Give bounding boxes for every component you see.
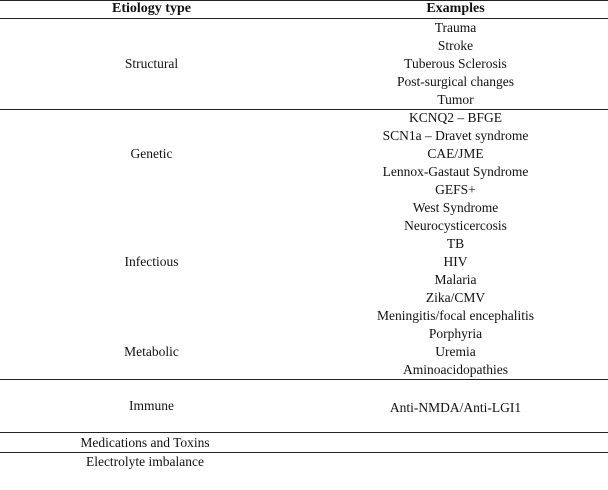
example-item: Trauma: [434, 20, 477, 35]
example-item: Lennox-Gastaut Syndrome: [382, 164, 529, 179]
examples-infectious: [303, 217, 608, 325]
etiology-metabolic: Metabolic: [124, 344, 179, 359]
examples-genetic: [303, 109, 608, 217]
example-item: KCNQ2 – BFGE: [408, 110, 502, 125]
example-item: SCN1a – Dravet syndrome: [382, 128, 529, 143]
examples-immune: [303, 399, 608, 417]
example-item: West Syndrome: [412, 200, 499, 215]
metabolic-rule: [0, 379, 608, 380]
example-item: Malaria: [434, 272, 477, 287]
etiology-infectious: Infectious: [124, 254, 179, 269]
example-item: Tuberous Sclerosis: [404, 56, 507, 71]
example-item: Neurocysticercosis: [404, 218, 507, 233]
example-item: CAE/JME: [427, 146, 484, 161]
example-item: Zika/CMV: [425, 290, 486, 305]
example-item: Anti-NMDA/Anti-LGI1: [389, 400, 522, 415]
etiology-structural: Structural: [124, 56, 179, 71]
example-item: GEFS+: [435, 182, 476, 197]
example-item: Stroke: [437, 38, 474, 53]
example-item: Tumor: [437, 92, 474, 107]
example-item: Uremia: [435, 344, 476, 359]
example-item: Post-surgical changes: [396, 74, 515, 89]
etiology-immune: Immune: [129, 398, 174, 413]
header-examples: Examples: [426, 1, 485, 16]
etiology-electrolyte-imbalance: Electrolyte imbalance: [85, 454, 205, 469]
examples-metabolic: [303, 325, 608, 379]
etiology-medications-toxins: Medications and Toxins: [80, 435, 210, 450]
immune-rule: [0, 432, 608, 433]
etiology-genetic: Genetic: [130, 146, 173, 161]
example-item: Aminoacidopathies: [403, 362, 508, 377]
example-item: HIV: [443, 254, 468, 269]
header-etiology-type: Etiology type: [112, 1, 191, 16]
example-item: TB: [446, 236, 465, 251]
example-item: Meningitis/focal encephalitis: [376, 308, 535, 323]
example-item: Porphyria: [428, 326, 483, 341]
examples-structural: [303, 19, 608, 109]
